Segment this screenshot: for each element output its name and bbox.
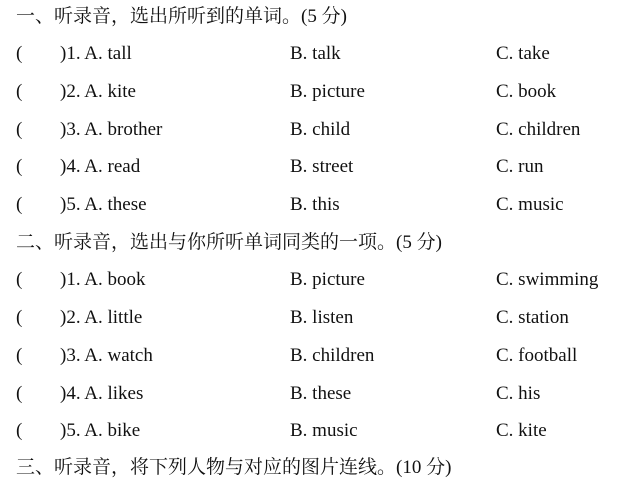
option-c: C. football bbox=[496, 345, 578, 366]
question-row bbox=[0, 343, 640, 369]
answer-blank-open-paren: ( bbox=[16, 307, 23, 328]
option-a: )3. A. brother bbox=[60, 119, 163, 140]
option-a: )1. A. book bbox=[60, 269, 146, 290]
question-row bbox=[0, 79, 640, 105]
option-b: B. picture bbox=[290, 269, 365, 290]
option-b: B. talk bbox=[290, 43, 341, 64]
option-c: C. take bbox=[496, 43, 550, 64]
section-1-heading: 一、听录音，选出所听到的单词。(5 分) bbox=[16, 6, 347, 27]
question-row bbox=[0, 418, 640, 444]
option-c: C. kite bbox=[496, 420, 547, 441]
answer-blank-open-paren: ( bbox=[16, 43, 23, 64]
option-c: C. music bbox=[496, 194, 564, 215]
question-row bbox=[0, 117, 640, 143]
option-b: B. these bbox=[290, 383, 352, 404]
option-c: C. station bbox=[496, 307, 569, 328]
section-3-heading: 三、听录音，将下列人物与对应的图片连线。(10 分) bbox=[16, 457, 452, 478]
option-c: C. book bbox=[496, 81, 557, 102]
answer-blank-open-paren: ( bbox=[16, 269, 23, 290]
answer-blank-open-paren: ( bbox=[16, 345, 23, 366]
option-a: )1. A. tall bbox=[60, 43, 132, 64]
option-a: )2. A. little bbox=[60, 307, 143, 328]
question-row bbox=[0, 41, 640, 67]
option-c: C. his bbox=[496, 383, 541, 404]
option-c: C. run bbox=[496, 156, 544, 177]
option-a: )5. A. these bbox=[60, 194, 147, 215]
answer-blank-open-paren: ( bbox=[16, 81, 23, 102]
option-a: )4. A. read bbox=[60, 156, 141, 177]
option-b: B. music bbox=[290, 420, 358, 441]
answer-blank-open-paren: ( bbox=[16, 119, 23, 140]
option-b: B. child bbox=[290, 119, 351, 140]
answer-blank-open-paren: ( bbox=[16, 383, 23, 404]
answer-blank-open-paren: ( bbox=[16, 420, 23, 441]
option-b: B. this bbox=[290, 194, 340, 215]
question-row bbox=[0, 192, 640, 218]
question-row bbox=[0, 154, 640, 180]
question-row bbox=[0, 267, 640, 293]
option-c: C. swimming bbox=[496, 269, 599, 290]
option-b: B. street bbox=[290, 156, 354, 177]
option-b: B. listen bbox=[290, 307, 354, 328]
answer-blank-open-paren: ( bbox=[16, 194, 23, 215]
option-a: )2. A. kite bbox=[60, 81, 136, 102]
question-row bbox=[0, 305, 640, 331]
option-a: )5. A. bike bbox=[60, 420, 141, 441]
option-c: C. children bbox=[496, 119, 581, 140]
question-row bbox=[0, 381, 640, 407]
section-2-heading: 二、听录音，选出与你所听单词同类的一项。(5 分) bbox=[16, 232, 442, 253]
answer-blank-open-paren: ( bbox=[16, 156, 23, 177]
option-a: )3. A. watch bbox=[60, 345, 153, 366]
option-b: B. children bbox=[290, 345, 375, 366]
option-a: )4. A. likes bbox=[60, 383, 144, 404]
option-b: B. picture bbox=[290, 81, 365, 102]
